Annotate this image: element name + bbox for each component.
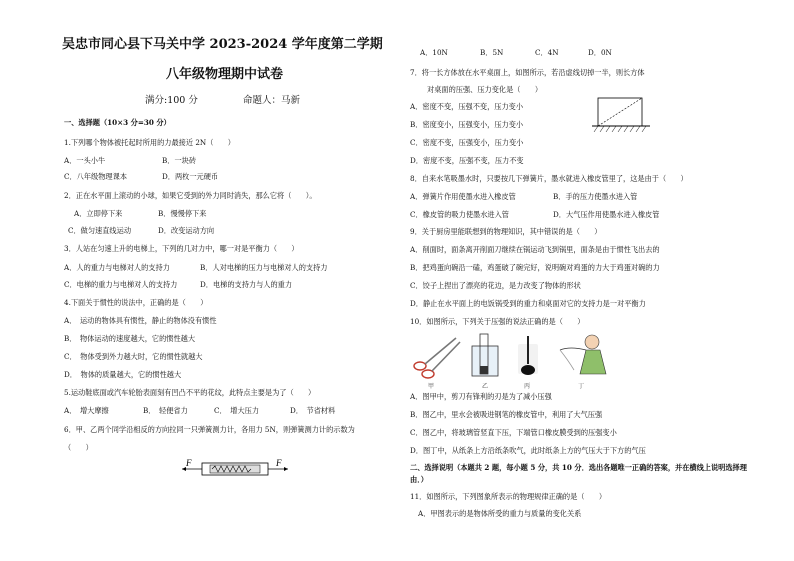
q10-option-a: A．图甲中，剪刀有锋利的刃是为了减小压强 — [410, 392, 552, 401]
q5-option-d: D． 节省材料 — [290, 406, 336, 415]
q1-option-a: A．一头小牛 — [64, 156, 106, 165]
pen-dropper-icon — [518, 336, 538, 375]
author-label: 命题人：马新 — [243, 95, 301, 106]
q3-option-a: A．人的重力与电梯对人的支持力 — [64, 263, 170, 272]
spring-scale-figure — [180, 454, 290, 480]
q8-option-b: B．手的压力使墨水进入管 — [553, 192, 638, 201]
figure-label-yi: 乙 — [482, 383, 489, 390]
q6-option-a: A．10N — [420, 48, 448, 57]
question-5: 5.运动鞋底面或汽车轮胎表面刻有凹凸不平的花纹，此特点主要是为了（ ） — [64, 388, 316, 397]
q9-option-a: A．削面时，面条离开削面刀继续在锅运动飞到锅里，面条是由于惯性飞出去的 — [410, 245, 660, 254]
q4-option-c: C． 物体受到外力越大时，它的惯性就越大 — [64, 352, 203, 361]
scissors-icon — [414, 338, 460, 378]
question-6-end: （ ） — [64, 443, 93, 452]
q9-option-c: C．饺子上捏出了漂亮的花边，是力改变了物体的形状 — [410, 281, 581, 290]
q5-option-b: B． 轻便省力 — [143, 406, 188, 415]
q6-option-b: B．5N — [480, 48, 504, 57]
person-blowing-icon — [560, 335, 606, 374]
q2-option-c: C．做匀速直线运动 — [68, 226, 132, 235]
q5-option-c: C． 增大压力 — [214, 406, 260, 415]
q2-option-b: B．慢慢停下来 — [158, 209, 207, 218]
exam-subtitle: 八年级物理期中试卷 — [166, 67, 284, 82]
q4-option-a: A． 运动的物体具有惯性，静止的物体没有惯性 — [64, 316, 217, 325]
force-label-left: F — [186, 458, 192, 468]
box-on-table-figure — [592, 92, 650, 136]
q1-option-b: B．一块砖 — [162, 156, 197, 165]
q2-option-d: D．改变运动方向 — [158, 226, 215, 235]
q6-option-c: C．4N — [535, 48, 559, 57]
q2-option-a: A．立即停下来 — [74, 209, 123, 218]
q1-option-d: D．两枚一元硬币 — [162, 172, 219, 181]
q10-option-d: D．图丁中，从纸条上方沿纸条吹气，此时纸条上方的气压大于下方的气压 — [410, 446, 646, 455]
section2-heading: 二、选择说明（本题共 2 题，每小题 5 分，共 10 分．选出各题唯一正确的答案，并在横线上说明选择理由．） — [410, 463, 747, 484]
score-label: 满分:100 分 — [145, 95, 198, 106]
q7-option-a: A．密度不变，压强不变，压力变小 — [410, 102, 524, 111]
q4-option-d: D． 物体的质量越大，它的惯性越大 — [64, 370, 182, 379]
q7-option-b: B．密度变小，压强变小，压力变小 — [410, 120, 524, 129]
q10-option-c: C．图乙中，将玻璃管竖直下压，下端管口橡皮膜受到的压强变小 — [410, 428, 617, 437]
figure-label-bing: 丙 — [524, 383, 531, 390]
q8-option-a: A．弹簧片作用使墨水进入橡皮管 — [410, 192, 516, 201]
question-9: 9．关于厨房里能联想到的物理知识，其中错误的是（ ） — [410, 227, 602, 236]
pressure-figures — [410, 328, 620, 390]
force-label-right: F — [276, 458, 282, 468]
exam-title: 吴忠市同心县下马关中学 2023-2024 学年度第二学期 — [62, 37, 383, 52]
question-7: 7．将一长方体放在水平桌面上，如图所示，若沿虚线切掉一半，则长方体 — [410, 68, 645, 77]
beaker-icon — [472, 334, 498, 376]
question-7-cont: 对桌面的压强、压力变化是（ ） — [427, 85, 543, 94]
question-10: 10．如图所示，下列关于压强的说法正确的是（ ） — [410, 317, 585, 326]
question-11: 11．如图所示，下列图象所表示的物理规律正确的是（ ） — [410, 492, 607, 501]
q4-option-b: B． 物体运动的速度越大，它的惯性越大 — [64, 334, 196, 343]
question-6: 6．甲、乙两个同学沿相反的方向拉同一只弹簧测力计，各用力 5N，则弹簧测力计的示数为 — [64, 425, 355, 434]
question-2: 2．正在水平面上滚动的小球，如果它受到的外力同时消失，那么它将（ ）。 — [64, 191, 317, 200]
question-8: 8．自来水笔吸墨水时，只要按几下弹簧片，墨水就进入橡皮管里了，这是由于（ ） — [410, 174, 688, 183]
q1-option-c: C．八年级物理课本 — [64, 172, 128, 181]
q9-option-d: D．静止在水平面上的电饭锅受到的重力和桌面对它的支持力是一对平衡力 — [410, 299, 646, 308]
figure-label-ding: 丁 — [578, 383, 585, 390]
q10-option-b: B．图乙中，里水会被吸进钢笔的橡皮管中，利用了大气压强 — [410, 410, 603, 419]
q9-option-b: B．把鸡蛋向碗沿一磕，鸡蛋破了碗完好，说明碗对鸡蛋的力大于鸡蛋对碗的力 — [410, 263, 660, 272]
q8-option-c: C．橡皮管的吸力使墨水进入管 — [410, 210, 509, 219]
question-4: 4.下面关于惯性的说法中，正确的是（ ） — [64, 298, 208, 307]
q3-option-d: D．电梯的支持力与人的重力 — [200, 280, 293, 289]
question-3: 3．人站在匀速上升的电梯上，下列的几对力中，哪一对是平衡力（ ） — [64, 244, 299, 253]
q7-option-c: C．密度不变，压强变小，压力变小 — [410, 138, 524, 147]
q7-option-d: D．密度不变，压强不变，压力不变 — [410, 156, 524, 165]
section1-heading: 一、选择题（10×3 分=30 分） — [64, 118, 171, 127]
q5-option-a: A． 增大摩擦 — [64, 406, 109, 415]
q11-option-a: A．甲图表示的是物体所受的重力与质量的变化关系 — [418, 509, 582, 518]
q6-option-d: D．0N — [588, 48, 612, 57]
question-1: 1.下列哪个物体被托起时所用的力最接近 2N（ ） — [64, 138, 235, 147]
figure-label-jia: 甲 — [428, 383, 435, 390]
q3-option-b: B．人对电梯的压力与电梯对人的支持力 — [200, 263, 328, 272]
q8-option-d: D．大气压作用使墨水进入橡皮管 — [553, 210, 660, 219]
q3-option-c: C．电梯的重力与电梯对人的支持力 — [64, 280, 178, 289]
